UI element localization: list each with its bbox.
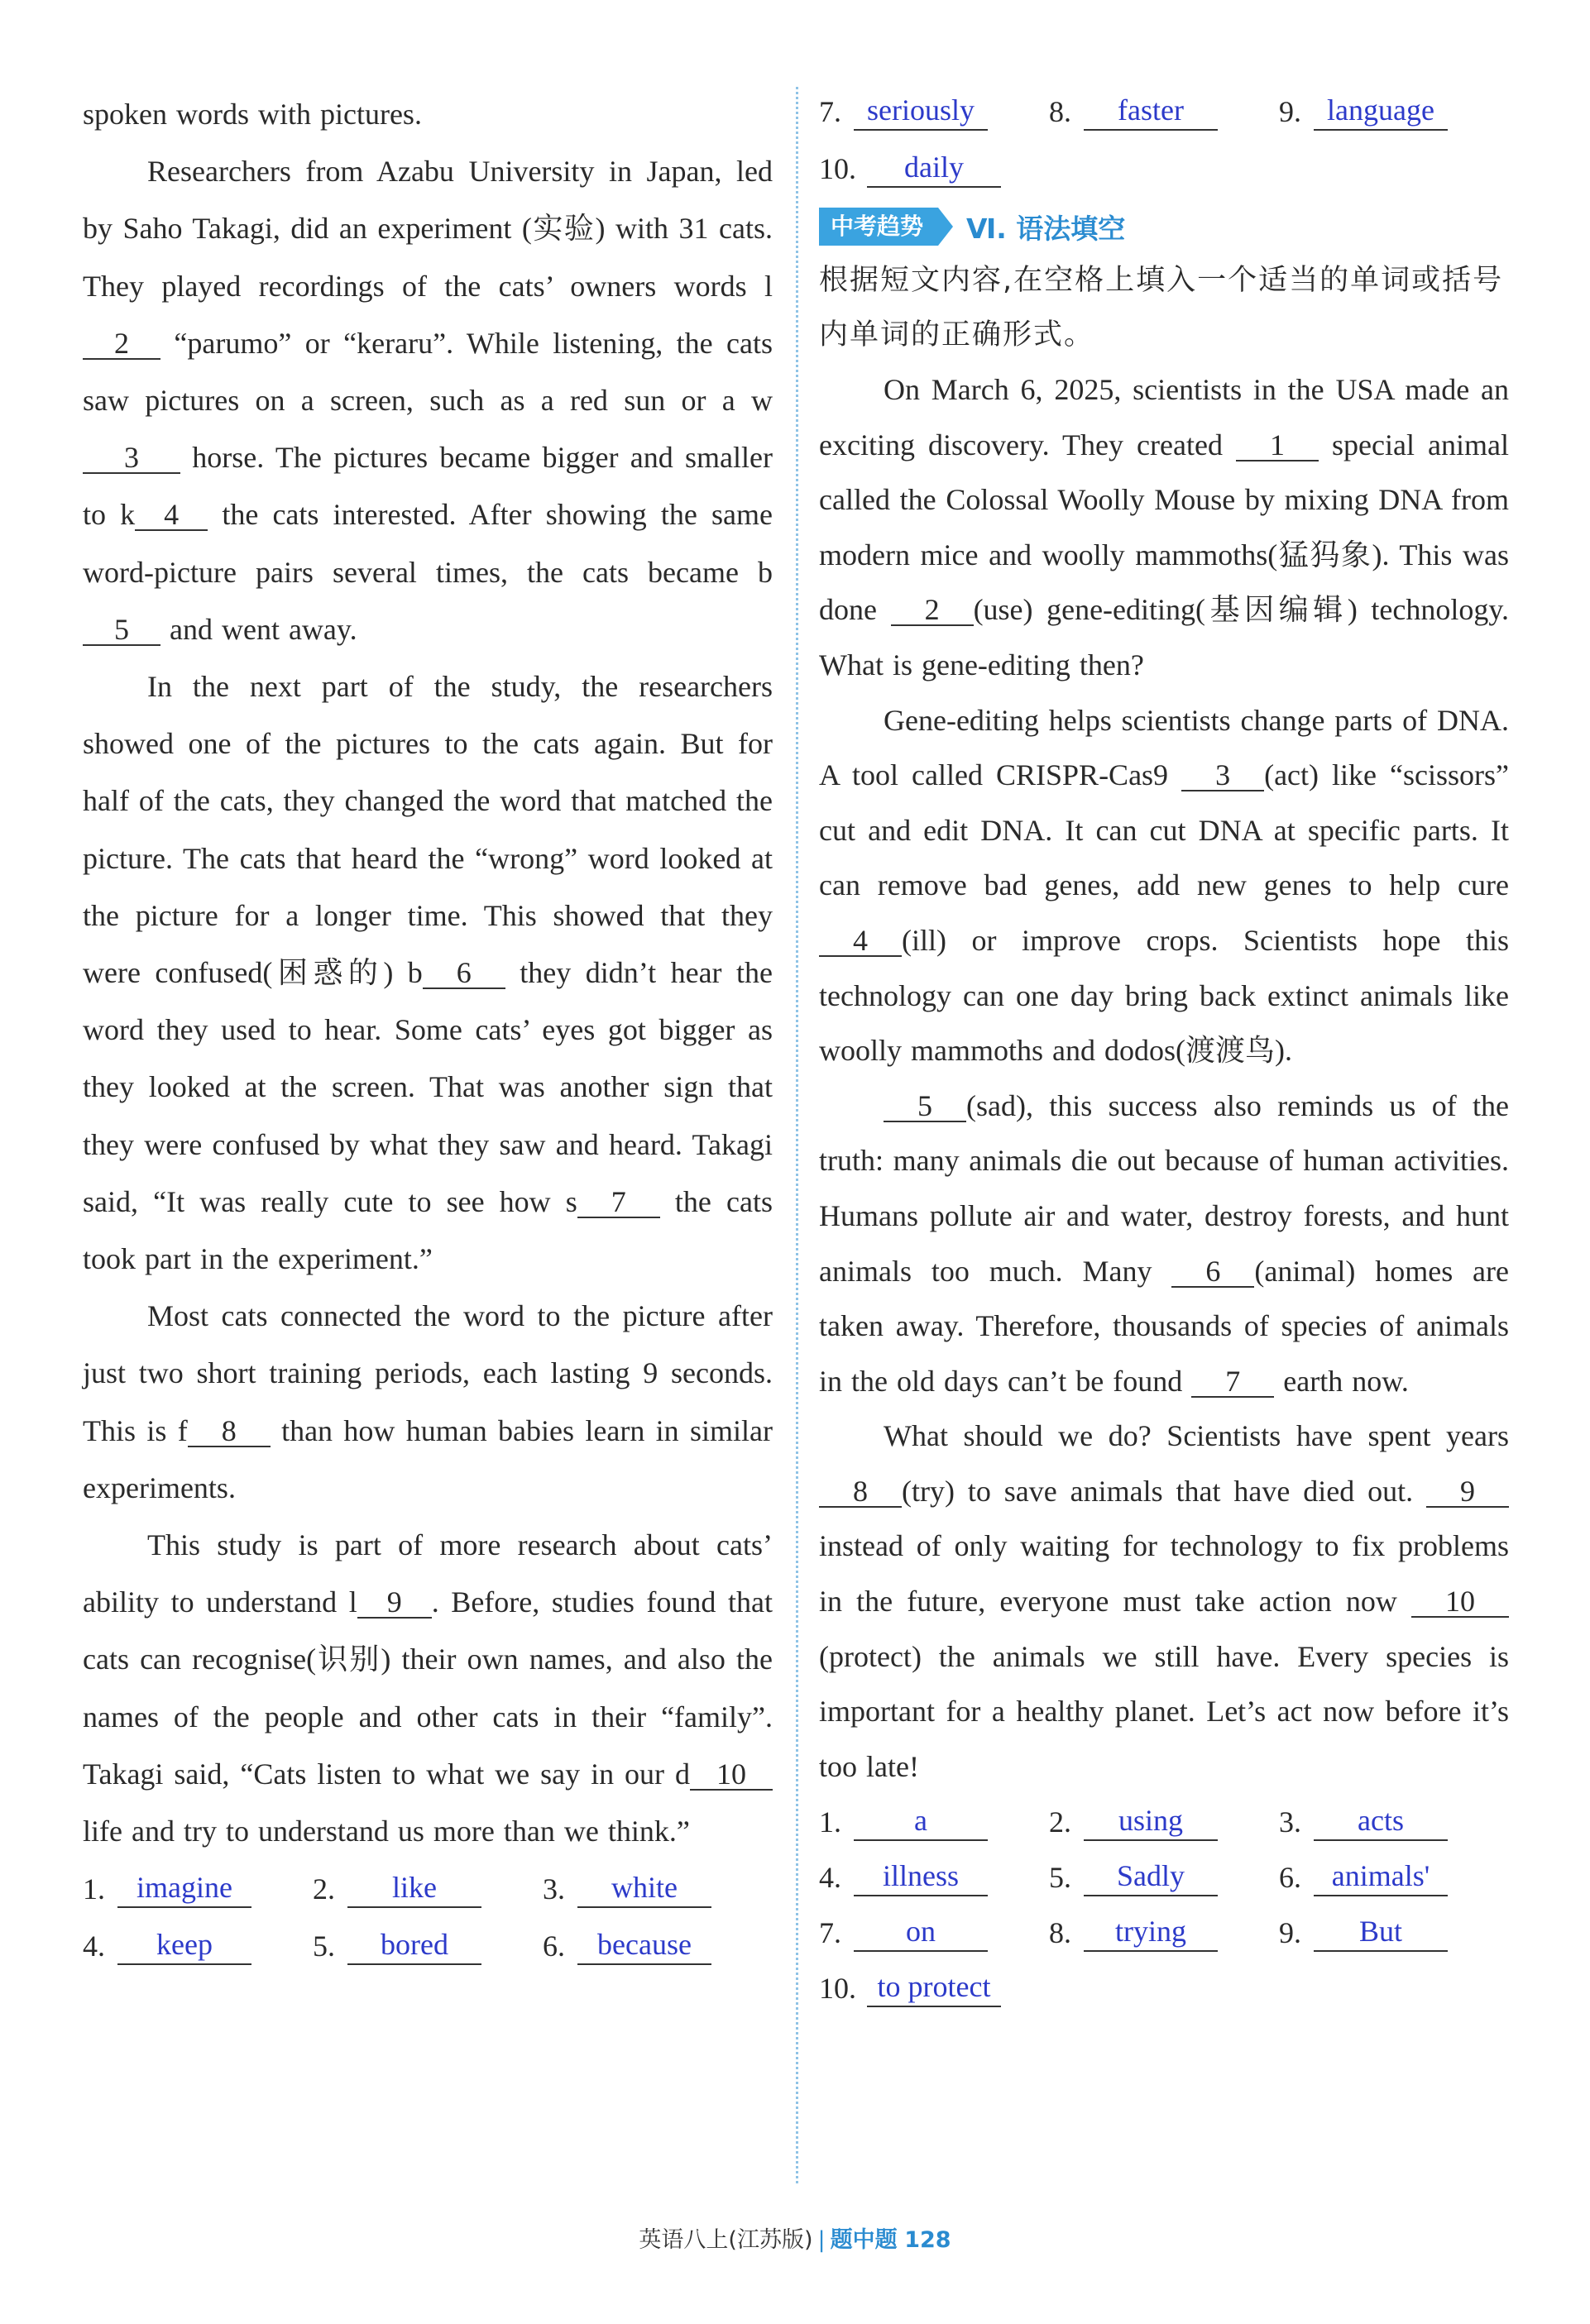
- answer: [1279, 1858, 1509, 1896]
- answer-row: [819, 1905, 1509, 1960]
- answer: [819, 1858, 1049, 1896]
- answer-grid: [83, 1860, 773, 1974]
- text: earth now.: [1283, 1364, 1409, 1398]
- answer-number: 5.: [313, 1929, 335, 1963]
- answer: [313, 1927, 543, 1965]
- answer-value: illness: [854, 1858, 988, 1896]
- section-header: [819, 200, 1509, 253]
- text: What should we do? Scientists have spent years: [884, 1419, 1509, 1453]
- answer: [819, 1969, 1056, 2007]
- answer-grid: [819, 1794, 1509, 2016]
- text: (ill) or improve crops. Scientists hope this technology can one day bring back extinct animals like woolly mammoths and dodos(渡渡鸟).: [819, 923, 1509, 1068]
- answer-row: [819, 83, 1509, 140]
- text: Researchers from Azabu University in Japan, led by Saho Takagi, did an experiment (实验) with 31 cats. They played recordings of the cats’ owners words l: [83, 155, 773, 303]
- answer: [819, 150, 1056, 188]
- paragraph: spoken words with pictures.: [83, 98, 422, 131]
- answer-value: daily: [867, 150, 1001, 188]
- answer: [1279, 1914, 1509, 1952]
- blank: 4: [819, 925, 902, 957]
- paragraph: [819, 1408, 1509, 1794]
- answer-number: 4.: [819, 1860, 841, 1894]
- text: This study is part of more research about cats’ ability to understand l: [83, 1528, 773, 1619]
- answer-value: imagine: [117, 1870, 251, 1908]
- answer-value: keep: [117, 1927, 251, 1965]
- answer-number: 7.: [819, 1915, 841, 1949]
- column-divider: [796, 87, 798, 2183]
- answer-number: 9.: [1279, 1915, 1301, 1949]
- blank: 6: [1171, 1256, 1254, 1288]
- blank: 8: [819, 1476, 902, 1508]
- answer-number: 3.: [543, 1872, 565, 1906]
- text: than how human babies learn in similar experiments.: [83, 1413, 773, 1504]
- answer-number: 1.: [819, 1805, 841, 1839]
- text: horse. The pictures became bigger and smaller to k: [83, 441, 773, 532]
- text: . Before, studies found that cats can recognise(识别) their own names, and also the names of the people and other cats in their “family”. Takagi said, “Cats listen to what we say in our d: [83, 1585, 773, 1791]
- text: instead of only waiting for technology to fix problems in the future, everyone must take action now: [819, 1529, 1509, 1619]
- blank: 7: [577, 1187, 660, 1218]
- blank: 9: [357, 1587, 432, 1619]
- answer-value: using: [1084, 1803, 1218, 1841]
- footer-separator: |: [817, 2227, 826, 2253]
- blank: 10: [1411, 1586, 1509, 1618]
- answer-number: 2.: [313, 1872, 335, 1906]
- blank: 8: [188, 1416, 271, 1447]
- text: (animal) homes are taken away. Therefore, thousands of species of animals in the old days can’t be found: [819, 1254, 1510, 1398]
- answer-value: faster: [1084, 93, 1218, 131]
- instruction: 根据短文内容,在空格上填入一个适当的单词或括号内单词的正确形式。: [819, 264, 1504, 351]
- answer-value: acts: [1314, 1803, 1448, 1841]
- text: (sad), this success also reminds us of the truth: many animals die out because of human activities. Humans pollute air and water, destroy forests, and hunt animals too much. Many: [819, 1088, 1509, 1288]
- answer: [313, 1870, 543, 1908]
- answer-value: a: [854, 1803, 988, 1841]
- answer-value: seriously: [854, 93, 988, 131]
- answer-row: [83, 1917, 773, 1974]
- answer: [1279, 93, 1509, 131]
- blank: 2: [83, 328, 160, 360]
- section-title: Ⅵ. 语法填空: [966, 212, 1126, 245]
- answer-row: [819, 1960, 1509, 2016]
- brand-label: 题中题: [830, 2227, 898, 2253]
- paragraph: [819, 1078, 1509, 1409]
- answer: [819, 1803, 1049, 1841]
- answer-number: 10.: [819, 1971, 856, 2005]
- answer-value: like: [347, 1870, 481, 1908]
- book-title: 英语八上(江苏版): [639, 2227, 813, 2253]
- answer-value: Sadly: [1084, 1858, 1218, 1896]
- paragraph: [83, 1288, 773, 1517]
- answer-number: 1.: [83, 1872, 105, 1906]
- answer: [1279, 1803, 1509, 1841]
- blank: 7: [1191, 1366, 1274, 1398]
- answer-value: to protect: [867, 1969, 1001, 2007]
- answer-value: bored: [347, 1927, 481, 1965]
- answer: [543, 1870, 773, 1908]
- answer-value: on: [854, 1914, 988, 1952]
- answer-number: 9.: [1279, 94, 1301, 128]
- blank: 2: [891, 595, 974, 626]
- answer-number: 10.: [819, 151, 856, 185]
- blank: 3: [1181, 760, 1264, 791]
- blank: 1: [1236, 430, 1319, 461]
- page-number: 128: [904, 2227, 951, 2253]
- paragraph: [83, 143, 773, 658]
- paragraph: [819, 693, 1509, 1078]
- text: Most cats connected the word to the picture after just two short training periods, each lasting 9 seconds. This is f: [83, 1299, 773, 1447]
- answer-number: 2.: [1049, 1805, 1071, 1839]
- answer-row: [83, 1860, 773, 1917]
- page-footer: [0, 2221, 1590, 2254]
- blank: 10: [690, 1759, 773, 1791]
- answer-number: 6.: [1279, 1860, 1301, 1894]
- text: they didn’t hear the word they used to hear. Some cats’ eyes got bigger as they looked at the screen. That was another sign that they were confused by what they saw and heard. Takagi said, “It was really cute to see how s: [83, 956, 773, 1218]
- right-column: [819, 83, 1509, 2016]
- text: the cats interested. After showing the same word-picture pairs several times, the cats became b: [83, 498, 773, 589]
- text: life and try to understand us more than we think.”: [83, 1815, 690, 1848]
- text: (use) gene-editing(基因编辑) technology. What is gene-editing then?: [819, 593, 1510, 681]
- answer-number: 3.: [1279, 1805, 1301, 1839]
- blank: 5: [83, 614, 160, 646]
- text: (protect) the animals we still have. Every species is important for a healthy planet. Let’s act now before it’s too late!: [819, 1639, 1509, 1783]
- answer-number: 8.: [1049, 1915, 1071, 1949]
- answer: [819, 93, 1049, 131]
- answer: [83, 1870, 313, 1908]
- answer: [83, 1927, 313, 1965]
- text: (act) like “scissors” cut and edit DNA. It can cut DNA at specific parts. It can remove bad genes, add new genes to help cure: [819, 758, 1509, 902]
- text: and went away.: [170, 612, 357, 646]
- answer-value: But: [1314, 1914, 1448, 1952]
- trend-badge: 中考趋势: [819, 208, 938, 246]
- blank: 6: [423, 958, 505, 989]
- answer-number: 6.: [543, 1929, 565, 1963]
- answer: [1049, 1803, 1279, 1841]
- answer-number: 8.: [1049, 94, 1071, 128]
- paragraph: [83, 1517, 773, 1860]
- paragraph: [819, 362, 1509, 693]
- left-column: [83, 86, 773, 1974]
- answer: [819, 1914, 1049, 1952]
- text: special animal called the Colossal Woolly Mouse by mixing DNA from modern mice and woolly mammoths(猛犸象). This was done: [819, 428, 1509, 627]
- answer: [1049, 1914, 1279, 1952]
- text: the cats took part in the experiment.”: [83, 1184, 773, 1276]
- text: On March 6, 2025, scientists in the USA made an exciting discovery. They created: [819, 373, 1509, 461]
- text: (try) to save animals that have died out.: [902, 1474, 1414, 1508]
- answer: [543, 1927, 773, 1965]
- text: Gene-editing helps scientists change parts of DNA. A tool called CRISPR-Cas9: [819, 703, 1509, 792]
- answer-value: language: [1314, 93, 1448, 131]
- answer-number: 7.: [819, 94, 841, 128]
- answer-value: trying: [1084, 1914, 1218, 1952]
- answer-number: 5.: [1049, 1860, 1071, 1894]
- blank: 9: [1426, 1476, 1509, 1508]
- blank: 3: [83, 442, 180, 474]
- answer-number: 4.: [83, 1929, 105, 1963]
- answer-value: animals': [1314, 1858, 1448, 1896]
- text: “parumo” or “keraru”. While listening, the cats saw pictures on a screen, such as a red sun or a w: [83, 326, 773, 418]
- answer-value: white: [577, 1870, 711, 1908]
- blank: 5: [884, 1091, 966, 1122]
- answer: [1049, 93, 1279, 131]
- text: In the next part of the study, the researchers showed one of the pictures to the cats again. But for half of the cats, they changed the word that matched the picture. The cats that heard the “wrong” word looked at the picture for a longer time. This showed that they were confused(困惑的) b: [83, 670, 773, 990]
- answer-row: [819, 1794, 1509, 1849]
- paragraph: [83, 658, 773, 1288]
- answer: [1049, 1858, 1279, 1896]
- answer-value: because: [577, 1927, 711, 1965]
- answer-row: [819, 140, 1509, 197]
- blank: 4: [135, 500, 208, 531]
- answer-row: [819, 1849, 1509, 1905]
